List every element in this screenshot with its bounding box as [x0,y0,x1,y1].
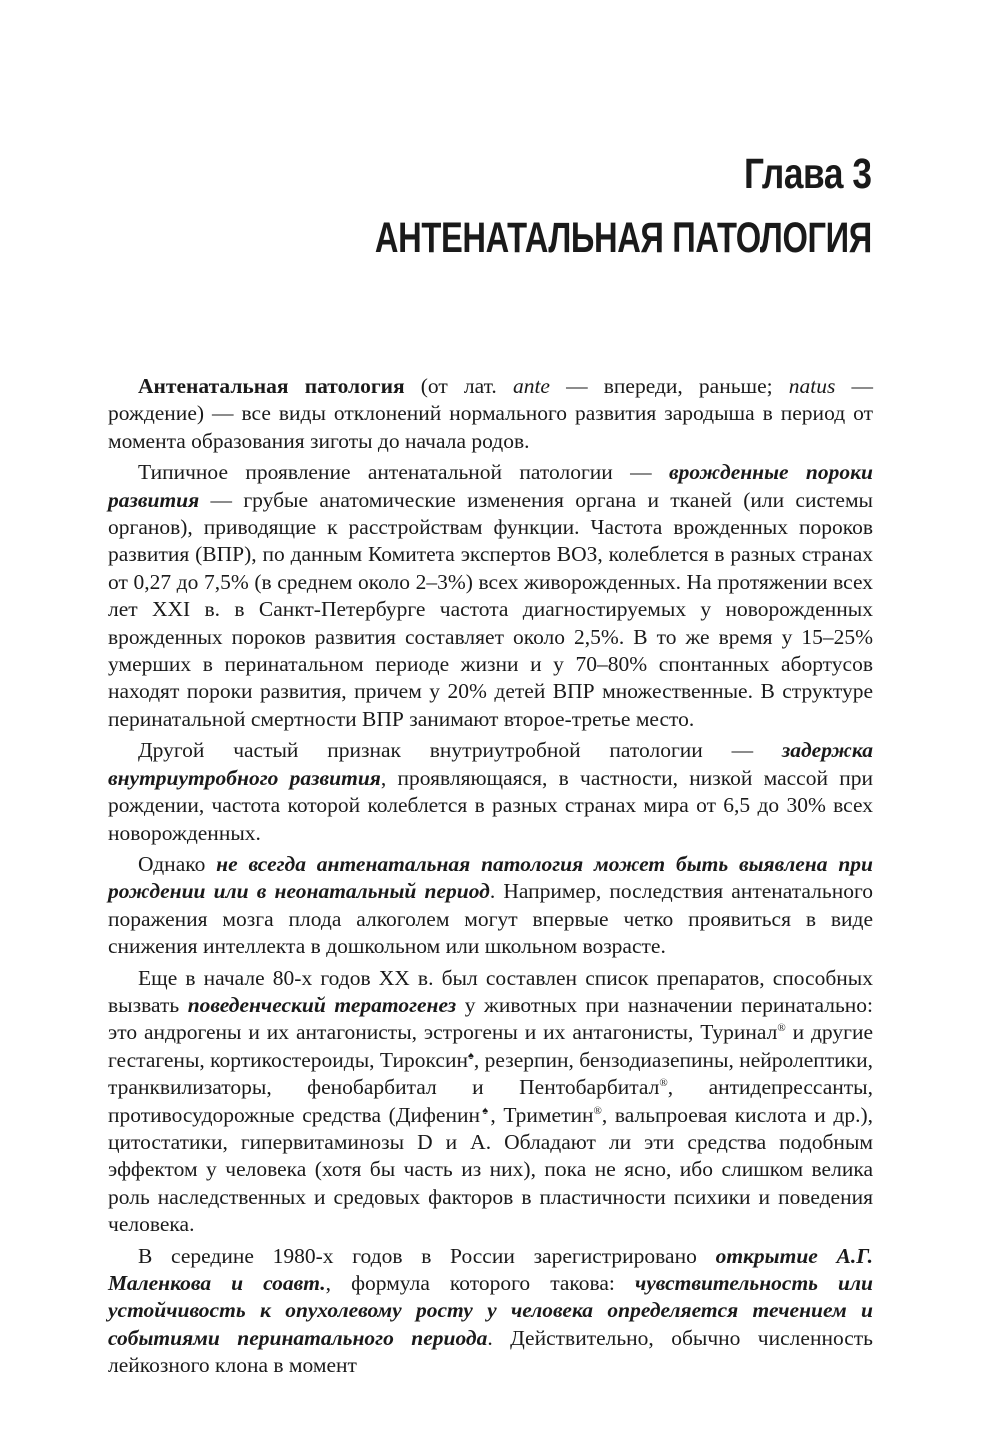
emphasis: не всегда антенатальная патология может быть выявлена при рождении или в неонатальный период [108,851,873,904]
paragraph-definition: Антенатальная патология (от лат. ante — впереди, раньше; natus — рождение) — все виды отклонений нормального развития зародыша в период от момента образования зиготы до начала родов. [108,374,873,453]
registered-mark: ® [659,1077,668,1089]
paragraph-teratogenesis: Еще в начале 80-х годов XX в. был составлен список препаратов, способных вызвать поведенческий тератогенез у животных при назначении перинатально: это андрогены и их антагонисты, эстрогены и их антагонисты, Туринал® и другие гестагены, кортикостероиды, Тироксин♠, резерпин, бензодиазепины, нейролептики, транквилизаторы, фенобарбитал и Пентобарбитал®, антидепрессанты, противосудорожные средства (Дифенин♠, Триметин®, вальпроевая кислота и др.), цитостатики, гипервитаминозы D и A. Обладают ли эти средства подобным эффектом у человека (хотя бы часть из них), пока не ясно, ибо слишком велика роль наследственных и средовых факторов в пластичности психики и поведения человека. [108,965,874,1237]
emphasis: задержка внутриутробного развития [108,738,873,790]
paragraph-growth-restriction: Другой частый признак внутриутробной патологии — задержка внутриутробного развития, проявляющаяся, в частности, низкой массой при рождении, частота которой колеблется в разных странах мира от 6,5 до 30% всех новорожденных. [108,738,874,845]
chapter-body [108,373,873,1384]
latin-term: ante [512,374,550,398]
paragraph-malformations: Типичное проявление антенатальной патологии — врожденные пороки развития — грубые анатомические изменения органа и тканей (или системы органов), приводящие к расстройствам функции. Частота врожденных пороков развития (ВПР), по данным Комитета экспертов ВОЗ, колеблется в разных странах от 0,27 до 7,5% (в среднем около 2–3%) всех живорожденных. На протяжении всех лет XXI в. в Санкт-Петербурге частота диагностируемых у новорожденных врожденных пороков развития составляет около 2,5%. В то же время у 15–25% умерших в перинатальном периоде жизни и у 70–80% спонтанных абортусов находят пороки развития, причем у 20% детей ВПР множественные. В структуре перинатальной смертности ВПР занимают второе-третье место. [108,460,873,731]
emphasis: врожденные пороки развития [108,460,873,512]
registered-mark: ® [777,1022,786,1035]
latin-term: natus [788,374,836,398]
spade-mark: ♠ [467,1049,474,1062]
emphasis: открытие А.Г. Маленкова и соавт. [108,1243,873,1295]
emphasis: чувствительность или устойчивость к опухолевому росту у человека определяется течением и событиями перинатального периода [108,1271,874,1350]
chapter-number: Глава 3 [744,150,872,198]
paragraph-malenkov-discovery: В середине 1980-х годов в России зарегистрировано открытие А.Г. Маленкова и соавт., формула которого такова: чувствительность или устойчивость к опухолевому росту у человека определяется течением и событиями перинатального периода. Действительно, обычно численность лейкозного клона в момент [108,1243,874,1378]
registered-mark: ® [593,1104,602,1117]
emphasis: поведенческий тератогенез [187,992,457,1017]
chapter-title: АНТЕНАТАЛЬНАЯ ПАТОЛОГИЯ [375,214,872,262]
defined-term: Антенатальная патология [138,374,405,398]
spade-mark: ♠ [480,1104,491,1117]
paragraph-late-detection: Однако не всегда антенатальная патология может быть выявлена при рождении или в неонатальный период. Например, последствия антенатального поражения мозга плода алкоголем могут впервые четко проявиться в виде снижения интеллекта в дошкольном или школьном возрасте. [108,851,873,959]
